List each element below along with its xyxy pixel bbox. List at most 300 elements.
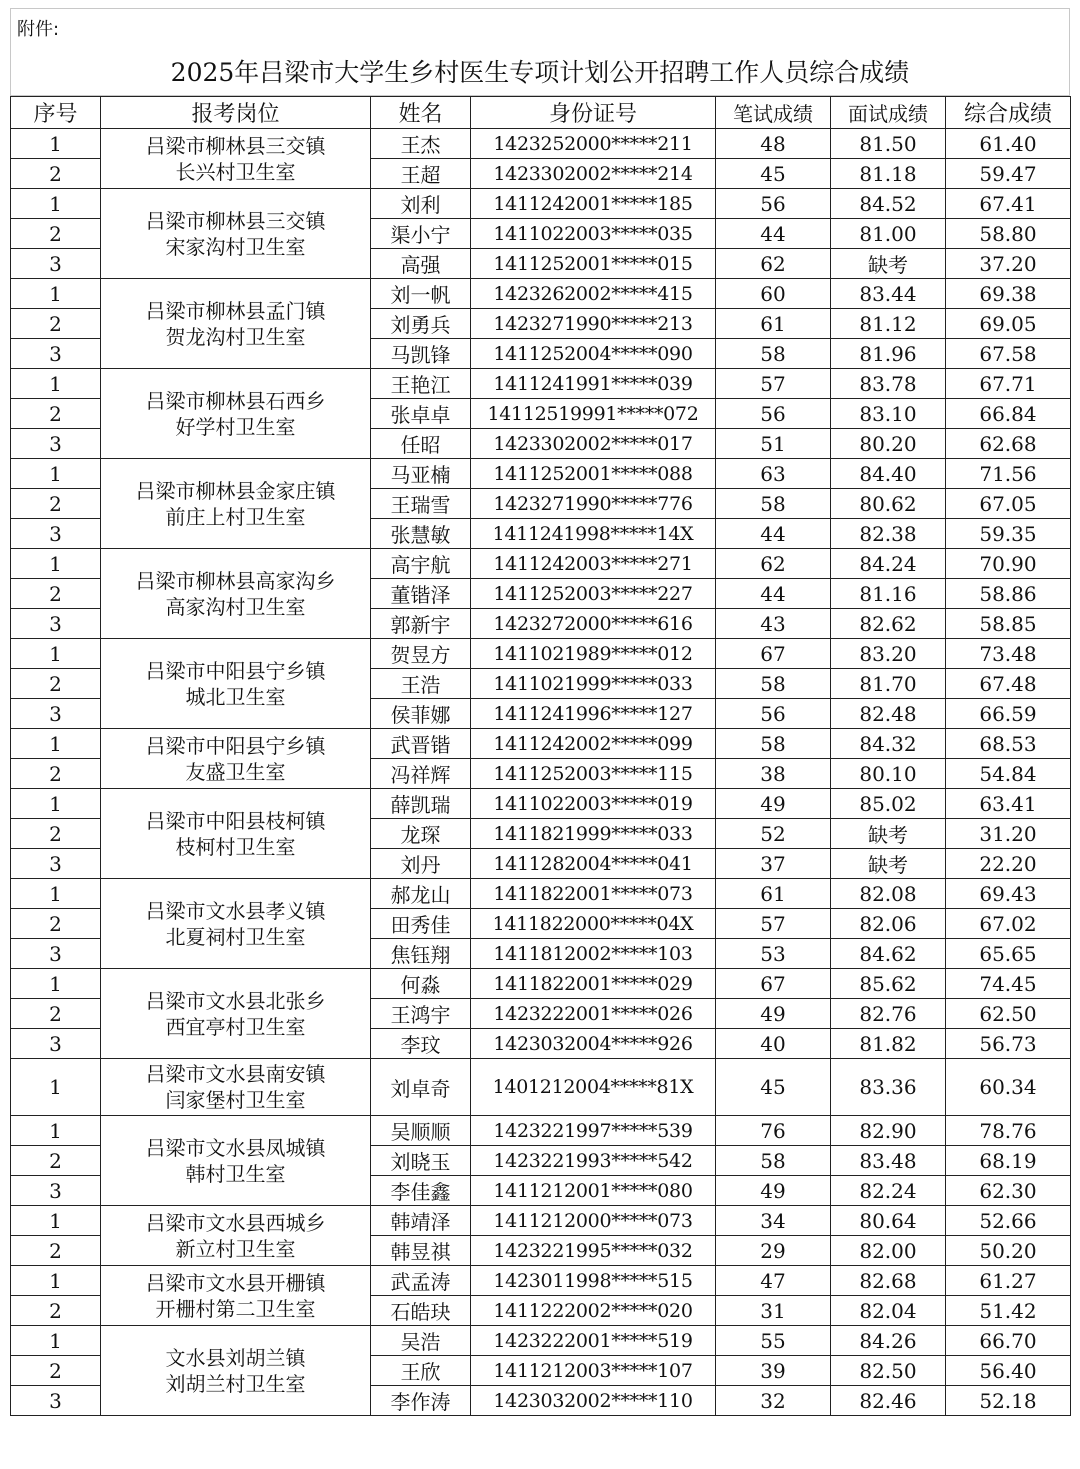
total-cell: 54.84 xyxy=(946,759,1071,789)
name-cell: 高强 xyxy=(371,249,471,279)
table-row xyxy=(11,279,1071,309)
written-cell: 58 xyxy=(716,1146,831,1176)
interview-cell: 80.64 xyxy=(831,1206,946,1236)
id-cell: 1411252004*****090 xyxy=(471,339,716,369)
total-cell: 56.40 xyxy=(946,1356,1071,1386)
seq-cell: 1 xyxy=(11,1059,101,1116)
written-cell: 56 xyxy=(716,399,831,429)
interview-cell: 82.46 xyxy=(831,1386,946,1416)
post-line: 吕梁市文水县西城乡 xyxy=(145,1210,326,1235)
interview-cell: 80.62 xyxy=(831,489,946,519)
written-cell: 58 xyxy=(716,729,831,759)
written-cell: 44 xyxy=(716,519,831,549)
id-cell: 1411022003*****035 xyxy=(471,219,716,249)
id-cell: 1423271990*****213 xyxy=(471,309,716,339)
id-cell: 1411241998*****14X xyxy=(471,519,716,549)
written-cell: 56 xyxy=(716,189,831,219)
name-cell: 任昭 xyxy=(371,429,471,459)
name-cell: 刘利 xyxy=(371,189,471,219)
written-cell: 53 xyxy=(716,939,831,969)
name-cell: 王杰 xyxy=(371,129,471,159)
header-post: 报考岗位 xyxy=(101,97,371,129)
seq-cell: 3 xyxy=(11,1386,101,1416)
seq-cell: 3 xyxy=(11,609,101,639)
total-cell: 59.35 xyxy=(946,519,1071,549)
attachment-label: 附件: xyxy=(10,8,1070,54)
page-title: 2025年吕梁市大学生乡村医生专项计划公开招聘工作人员综合成绩 xyxy=(10,54,1070,96)
seq-cell: 2 xyxy=(11,759,101,789)
interview-cell: 84.24 xyxy=(831,549,946,579)
written-cell: 39 xyxy=(716,1356,831,1386)
post-line: 友盛卫生室 xyxy=(185,759,286,784)
written-cell: 47 xyxy=(716,1266,831,1296)
written-cell: 52 xyxy=(716,819,831,849)
table-row xyxy=(11,369,1071,399)
post-line: 吕梁市柳林县石西乡 xyxy=(145,388,326,413)
name-cell: 王浩 xyxy=(371,669,471,699)
name-cell: 马亚楠 xyxy=(371,459,471,489)
written-cell: 67 xyxy=(716,969,831,999)
id-cell: 1423221995*****032 xyxy=(471,1236,716,1266)
written-cell: 38 xyxy=(716,759,831,789)
seq-cell: 1 xyxy=(11,279,101,309)
written-cell: 48 xyxy=(716,129,831,159)
id-cell: 1411222002*****020 xyxy=(471,1296,716,1326)
id-cell: 1423252000*****211 xyxy=(471,129,716,159)
post-line: 吕梁市柳林县三交镇 xyxy=(145,208,326,233)
name-cell: 石皓玦 xyxy=(371,1296,471,1326)
total-cell: 56.73 xyxy=(946,1029,1071,1059)
header-name: 姓名 xyxy=(371,97,471,129)
id-cell: 1411242002*****099 xyxy=(471,729,716,759)
written-cell: 76 xyxy=(716,1116,831,1146)
written-cell: 49 xyxy=(716,789,831,819)
interview-cell: 82.24 xyxy=(831,1176,946,1206)
total-cell: 78.76 xyxy=(946,1116,1071,1146)
written-cell: 40 xyxy=(716,1029,831,1059)
table-row xyxy=(11,639,1071,669)
post-line: 长兴村卫生室 xyxy=(175,159,296,184)
interview-cell: 83.78 xyxy=(831,369,946,399)
post-line: 吕梁市文水县南安镇 xyxy=(145,1062,326,1086)
total-cell: 68.19 xyxy=(946,1146,1071,1176)
total-cell: 62.68 xyxy=(946,429,1071,459)
total-cell: 58.86 xyxy=(946,579,1071,609)
interview-cell: 81.70 xyxy=(831,669,946,699)
name-cell: 张慧敏 xyxy=(371,519,471,549)
seq-cell: 2 xyxy=(11,1296,101,1326)
id-cell: 1411242001*****185 xyxy=(471,189,716,219)
written-cell: 49 xyxy=(716,999,831,1029)
id-cell: 1423011998*****515 xyxy=(471,1266,716,1296)
id-cell: 1411242003*****271 xyxy=(471,549,716,579)
interview-cell: 81.12 xyxy=(831,309,946,339)
name-cell: 侯菲娜 xyxy=(371,699,471,729)
seq-cell: 3 xyxy=(11,1176,101,1206)
id-cell: 1411212003*****107 xyxy=(471,1356,716,1386)
post-line: 开栅村第二卫生室 xyxy=(155,1296,316,1321)
name-cell: 武晋锴 xyxy=(371,729,471,759)
post-cell xyxy=(101,549,371,639)
interview-cell: 81.00 xyxy=(831,219,946,249)
post-line: 枝柯村卫生室 xyxy=(175,834,296,859)
total-cell: 52.18 xyxy=(946,1386,1071,1416)
post-line: 吕梁市中阳县宁乡镇 xyxy=(145,733,326,758)
id-cell: 1423222001*****519 xyxy=(471,1326,716,1356)
table-row xyxy=(11,459,1071,489)
total-cell: 61.40 xyxy=(946,129,1071,159)
total-cell: 71.56 xyxy=(946,459,1071,489)
id-cell: 1423262002*****415 xyxy=(471,279,716,309)
post-line: 吕梁市柳林县金家庄镇 xyxy=(135,478,336,503)
total-cell: 22.20 xyxy=(946,849,1071,879)
total-cell: 66.59 xyxy=(946,699,1071,729)
post-line: 闫家堡村卫生室 xyxy=(165,1088,306,1112)
seq-cell: 3 xyxy=(11,339,101,369)
interview-cell: 83.44 xyxy=(831,279,946,309)
name-cell: 刘丹 xyxy=(371,849,471,879)
post-cell xyxy=(101,729,371,789)
id-cell: 1411212001*****080 xyxy=(471,1176,716,1206)
post-line: 吕梁市柳林县孟门镇 xyxy=(145,298,326,323)
written-cell: 56 xyxy=(716,699,831,729)
seq-cell: 1 xyxy=(11,189,101,219)
post-line: 吕梁市文水县凤城镇 xyxy=(145,1135,326,1160)
name-cell: 王欣 xyxy=(371,1356,471,1386)
name-cell: 王鸿宇 xyxy=(371,999,471,1029)
written-cell: 57 xyxy=(716,909,831,939)
name-cell: 刘一帆 xyxy=(371,279,471,309)
post-cell xyxy=(101,1326,371,1416)
name-cell: 郭新宇 xyxy=(371,609,471,639)
post-line: 韩村卫生室 xyxy=(185,1161,286,1186)
post-line: 吕梁市文水县北张乡 xyxy=(145,988,326,1013)
post-cell xyxy=(101,369,371,459)
total-cell: 67.48 xyxy=(946,669,1071,699)
table-row xyxy=(11,789,1071,819)
seq-cell: 3 xyxy=(11,849,101,879)
post-cell xyxy=(101,1059,371,1116)
total-cell: 50.20 xyxy=(946,1236,1071,1266)
interview-cell: 82.90 xyxy=(831,1116,946,1146)
interview-cell: 82.76 xyxy=(831,999,946,1029)
interview-cell: 80.10 xyxy=(831,759,946,789)
table-row xyxy=(11,1206,1071,1236)
post-cell xyxy=(101,189,371,279)
total-cell: 60.34 xyxy=(946,1059,1071,1116)
name-cell: 董锴泽 xyxy=(371,579,471,609)
id-cell: 1423032002*****110 xyxy=(471,1386,716,1416)
id-cell: 1411822000*****04X xyxy=(471,909,716,939)
name-cell: 冯祥辉 xyxy=(371,759,471,789)
name-cell: 李佳鑫 xyxy=(371,1176,471,1206)
post-cell xyxy=(101,1116,371,1206)
post-line: 吕梁市柳林县高家沟乡 xyxy=(135,568,336,593)
interview-cell: 82.62 xyxy=(831,609,946,639)
seq-cell: 1 xyxy=(11,369,101,399)
name-cell: 渠小宁 xyxy=(371,219,471,249)
table-row xyxy=(11,1266,1071,1296)
table-row xyxy=(11,189,1071,219)
seq-cell: 2 xyxy=(11,219,101,249)
total-cell: 37.20 xyxy=(946,249,1071,279)
total-cell: 31.20 xyxy=(946,819,1071,849)
written-cell: 51 xyxy=(716,429,831,459)
name-cell: 吴顺顺 xyxy=(371,1116,471,1146)
name-cell: 王超 xyxy=(371,159,471,189)
written-cell: 55 xyxy=(716,1326,831,1356)
seq-cell: 2 xyxy=(11,1146,101,1176)
written-cell: 31 xyxy=(716,1296,831,1326)
interview-cell: 84.26 xyxy=(831,1326,946,1356)
written-cell: 62 xyxy=(716,249,831,279)
post-line: 城北卫生室 xyxy=(185,684,286,709)
post-line: 北夏祠村卫生室 xyxy=(165,924,306,949)
total-cell: 52.66 xyxy=(946,1206,1071,1236)
id-cell: 1411212000*****073 xyxy=(471,1206,716,1236)
written-cell: 29 xyxy=(716,1236,831,1266)
interview-cell: 81.82 xyxy=(831,1029,946,1059)
interview-cell: 81.50 xyxy=(831,129,946,159)
interview-cell: 85.02 xyxy=(831,789,946,819)
name-cell: 武孟涛 xyxy=(371,1266,471,1296)
id-cell: 1411252003*****227 xyxy=(471,579,716,609)
total-cell: 67.71 xyxy=(946,369,1071,399)
interview-cell: 82.00 xyxy=(831,1236,946,1266)
post-line: 刘胡兰村卫生室 xyxy=(165,1371,306,1396)
total-cell: 67.58 xyxy=(946,339,1071,369)
written-cell: 45 xyxy=(716,159,831,189)
seq-cell: 3 xyxy=(11,1029,101,1059)
seq-cell: 2 xyxy=(11,309,101,339)
interview-cell: 81.18 xyxy=(831,159,946,189)
interview-cell: 82.04 xyxy=(831,1296,946,1326)
seq-cell: 3 xyxy=(11,699,101,729)
total-cell: 66.70 xyxy=(946,1326,1071,1356)
seq-cell: 2 xyxy=(11,819,101,849)
id-cell: 1411821999*****033 xyxy=(471,819,716,849)
seq-cell: 1 xyxy=(11,1266,101,1296)
total-cell: 59.47 xyxy=(946,159,1071,189)
interview-cell: 83.10 xyxy=(831,399,946,429)
written-cell: 34 xyxy=(716,1206,831,1236)
id-cell: 1411241996*****127 xyxy=(471,699,716,729)
name-cell: 田秀佳 xyxy=(371,909,471,939)
seq-cell: 2 xyxy=(11,579,101,609)
id-cell: 1423221993*****542 xyxy=(471,1146,716,1176)
post-line: 新立村卫生室 xyxy=(175,1236,296,1261)
total-cell: 69.05 xyxy=(946,309,1071,339)
interview-cell: 82.06 xyxy=(831,909,946,939)
name-cell: 刘勇兵 xyxy=(371,309,471,339)
interview-cell: 84.40 xyxy=(831,459,946,489)
name-cell: 马凯锋 xyxy=(371,339,471,369)
header-interview: 面试成绩 xyxy=(831,97,946,129)
post-line: 文水县刘胡兰镇 xyxy=(165,1345,306,1370)
table-body xyxy=(11,129,1071,1416)
id-cell: 1423302002*****017 xyxy=(471,429,716,459)
post-line: 西宜亭村卫生室 xyxy=(165,1014,306,1039)
post-line: 前庄上村卫生室 xyxy=(165,504,306,529)
name-cell: 焦钰翔 xyxy=(371,939,471,969)
written-cell: 44 xyxy=(716,219,831,249)
total-cell: 51.42 xyxy=(946,1296,1071,1326)
post-line: 贺龙沟村卫生室 xyxy=(165,324,306,349)
table-row xyxy=(11,129,1071,159)
seq-cell: 1 xyxy=(11,639,101,669)
post-line: 吕梁市柳林县三交镇 xyxy=(145,133,326,158)
seq-cell: 1 xyxy=(11,969,101,999)
total-cell: 68.53 xyxy=(946,729,1071,759)
seq-cell: 2 xyxy=(11,159,101,189)
post-cell xyxy=(101,639,371,729)
id-cell: 1411282004*****041 xyxy=(471,849,716,879)
seq-cell: 2 xyxy=(11,489,101,519)
name-cell: 韩靖泽 xyxy=(371,1206,471,1236)
name-cell: 龙琛 xyxy=(371,819,471,849)
seq-cell: 1 xyxy=(11,129,101,159)
name-cell: 张卓卓 xyxy=(371,399,471,429)
written-cell: 63 xyxy=(716,459,831,489)
post-line: 吕梁市文水县开栅镇 xyxy=(145,1270,326,1295)
seq-cell: 1 xyxy=(11,879,101,909)
name-cell: 韩昱祺 xyxy=(371,1236,471,1266)
total-cell: 62.30 xyxy=(946,1176,1071,1206)
interview-cell: 84.52 xyxy=(831,189,946,219)
interview-cell: 82.38 xyxy=(831,519,946,549)
post-cell xyxy=(101,969,371,1059)
id-cell: 1423272000*****616 xyxy=(471,609,716,639)
total-cell: 63.41 xyxy=(946,789,1071,819)
table-row xyxy=(11,1116,1071,1146)
name-cell: 贺昱方 xyxy=(371,639,471,669)
id-cell: 14112519991*****072 xyxy=(471,399,716,429)
name-cell: 刘晓玉 xyxy=(371,1146,471,1176)
interview-cell: 缺考 xyxy=(831,819,946,849)
written-cell: 43 xyxy=(716,609,831,639)
total-cell: 74.45 xyxy=(946,969,1071,999)
total-cell: 58.80 xyxy=(946,219,1071,249)
written-cell: 37 xyxy=(716,849,831,879)
table-row xyxy=(11,879,1071,909)
post-line: 吕梁市中阳县宁乡镇 xyxy=(145,658,326,683)
post-cell xyxy=(101,1206,371,1266)
seq-cell: 3 xyxy=(11,429,101,459)
id-cell: 1411822001*****073 xyxy=(471,879,716,909)
id-cell: 1423222001*****026 xyxy=(471,999,716,1029)
name-cell: 刘卓奇 xyxy=(371,1059,471,1116)
name-cell: 薛凯瑞 xyxy=(371,789,471,819)
id-cell: 1423302002*****214 xyxy=(471,159,716,189)
written-cell: 61 xyxy=(716,309,831,339)
name-cell: 李玟 xyxy=(371,1029,471,1059)
post-line: 宋家沟村卫生室 xyxy=(165,234,306,259)
seq-cell: 1 xyxy=(11,789,101,819)
seq-cell: 2 xyxy=(11,909,101,939)
interview-cell: 缺考 xyxy=(831,249,946,279)
seq-cell: 2 xyxy=(11,1356,101,1386)
post-line: 吕梁市中阳县枝柯镇 xyxy=(145,808,326,833)
total-cell: 73.48 xyxy=(946,639,1071,669)
interview-cell: 84.32 xyxy=(831,729,946,759)
post-cell xyxy=(101,1266,371,1326)
seq-cell: 3 xyxy=(11,939,101,969)
written-cell: 67 xyxy=(716,639,831,669)
interview-cell: 缺考 xyxy=(831,849,946,879)
scores-table xyxy=(10,96,1071,1416)
interview-cell: 80.20 xyxy=(831,429,946,459)
written-cell: 62 xyxy=(716,549,831,579)
table-row xyxy=(11,1059,1071,1116)
seq-cell: 1 xyxy=(11,1326,101,1356)
table-row xyxy=(11,729,1071,759)
post-cell xyxy=(101,879,371,969)
id-cell: 1411252001*****088 xyxy=(471,459,716,489)
seq-cell: 1 xyxy=(11,1206,101,1236)
total-cell: 67.02 xyxy=(946,909,1071,939)
header-total: 综合成绩 xyxy=(946,97,1071,129)
written-cell: 58 xyxy=(716,339,831,369)
seq-cell: 1 xyxy=(11,1116,101,1146)
post-cell xyxy=(101,129,371,189)
interview-cell: 82.68 xyxy=(831,1266,946,1296)
id-cell: 1411252001*****015 xyxy=(471,249,716,279)
id-cell: 1411241991*****039 xyxy=(471,369,716,399)
total-cell: 67.05 xyxy=(946,489,1071,519)
written-cell: 44 xyxy=(716,579,831,609)
header-written: 笔试成绩 xyxy=(716,97,831,129)
total-cell: 65.65 xyxy=(946,939,1071,969)
total-cell: 69.38 xyxy=(946,279,1071,309)
name-cell: 王瑞雪 xyxy=(371,489,471,519)
table-row xyxy=(11,1326,1071,1356)
total-cell: 61.27 xyxy=(946,1266,1071,1296)
interview-cell: 81.96 xyxy=(831,339,946,369)
id-cell: 1411021999*****033 xyxy=(471,669,716,699)
id-cell: 1411812002*****103 xyxy=(471,939,716,969)
post-line: 高家沟村卫生室 xyxy=(165,594,306,619)
seq-cell: 1 xyxy=(11,729,101,759)
id-cell: 1411022003*****019 xyxy=(471,789,716,819)
total-cell: 69.43 xyxy=(946,879,1071,909)
id-cell: 1423032004*****926 xyxy=(471,1029,716,1059)
id-cell: 1411252003*****115 xyxy=(471,759,716,789)
written-cell: 58 xyxy=(716,489,831,519)
id-cell: 1401212004*****81X xyxy=(471,1059,716,1116)
id-cell: 1423271990*****776 xyxy=(471,489,716,519)
post-cell xyxy=(101,459,371,549)
seq-cell: 1 xyxy=(11,549,101,579)
written-cell: 61 xyxy=(716,879,831,909)
id-cell: 1411021989*****012 xyxy=(471,639,716,669)
total-cell: 67.41 xyxy=(946,189,1071,219)
interview-cell: 83.20 xyxy=(831,639,946,669)
header-row xyxy=(11,97,1071,129)
table-row xyxy=(11,969,1071,999)
name-cell: 李作涛 xyxy=(371,1386,471,1416)
seq-cell: 2 xyxy=(11,1236,101,1266)
interview-cell: 85.62 xyxy=(831,969,946,999)
post-line: 吕梁市文水县孝义镇 xyxy=(145,898,326,923)
interview-cell: 81.16 xyxy=(831,579,946,609)
name-cell: 何淼 xyxy=(371,969,471,999)
name-cell: 高宇航 xyxy=(371,549,471,579)
seq-cell: 3 xyxy=(11,519,101,549)
interview-cell: 83.48 xyxy=(831,1146,946,1176)
total-cell: 58.85 xyxy=(946,609,1071,639)
name-cell: 郝龙山 xyxy=(371,879,471,909)
total-cell: 62.50 xyxy=(946,999,1071,1029)
